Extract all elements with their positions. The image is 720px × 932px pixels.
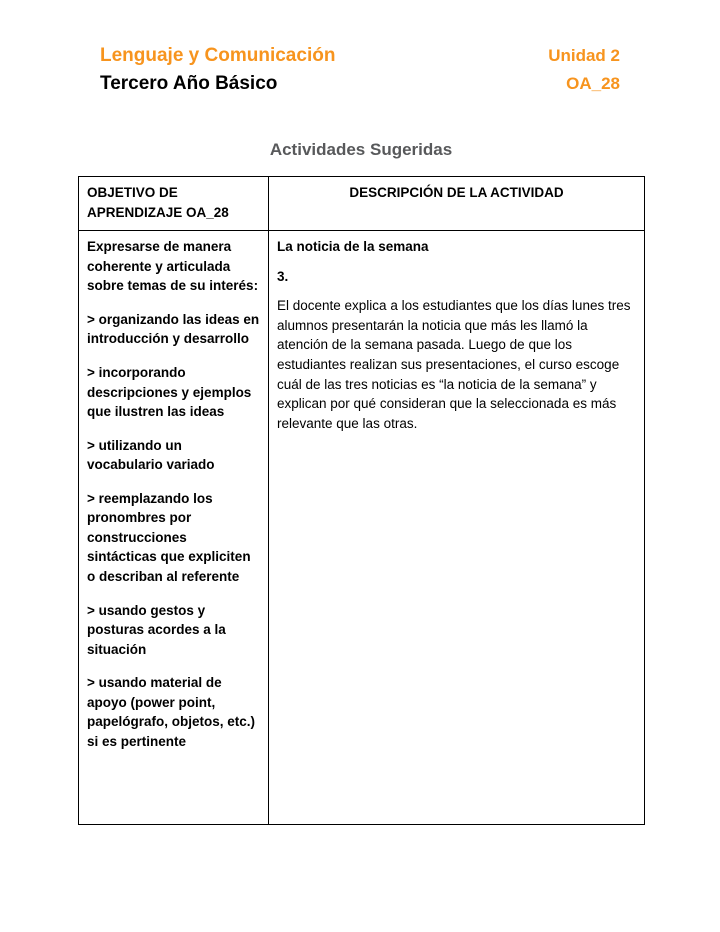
table-body-row — [79, 231, 645, 825]
objective-item: > organizando las ideas en introducción y desarrollo — [87, 311, 260, 347]
objective-item: > usando material de apoyo (power point, papelógrafo, objetos, etc.) si es pertinente — [87, 675, 256, 749]
page-title: Actividades Sugeridas — [269, 140, 453, 159]
activity-column-header: DESCRIPCIÓN DE LA ACTIVIDAD — [269, 177, 645, 231]
objective-item: > incorporando descripciones y ejemplos que ilustren las ideas — [87, 364, 252, 420]
header-row-2 — [100, 70, 620, 98]
objective-item: > utilizando un vocabulario variado — [87, 437, 215, 473]
grade-label: Tercero Año Básico — [100, 73, 278, 94]
objective-cell — [79, 231, 269, 825]
subject-title: Lenguaje y Comunicación — [100, 45, 336, 66]
activity-title: La noticia de la semana — [277, 239, 429, 255]
oa-code-label: OA_28 — [566, 74, 620, 93]
activities-table — [78, 176, 645, 825]
unit-label: Unidad 2 — [548, 46, 620, 65]
activity-cell — [269, 231, 645, 825]
activity-number: 3. — [277, 268, 289, 284]
objective-column-header: OBJETIVO DE APRENDIZAJE OA_28 — [79, 177, 269, 231]
objective-item: > usando gestos y posturas acordes a la situación — [87, 602, 226, 657]
table-header-row — [79, 177, 645, 231]
objective-intro: Expresarse de manera coherente y articulada sobre temas de su interés: — [87, 239, 259, 294]
activity-description: El docente explica a los estudiantes que los días lunes tres alumnos presentarán la noticia que más les llamó la atención de la semana pasada. Luego de que los estudiantes realizan sus presentaciones, el curso escoge cuál de las tres noticias es “la noticia de la semana” y explican por qué consideran que la seleccionada es más relevante que las otras. — [277, 298, 631, 431]
document-header — [100, 42, 620, 98]
header-row-1 — [100, 42, 620, 70]
objective-item: > reemplazando los pronombres por construcciones sintácticas que expliciten o describan al referente — [87, 490, 251, 584]
